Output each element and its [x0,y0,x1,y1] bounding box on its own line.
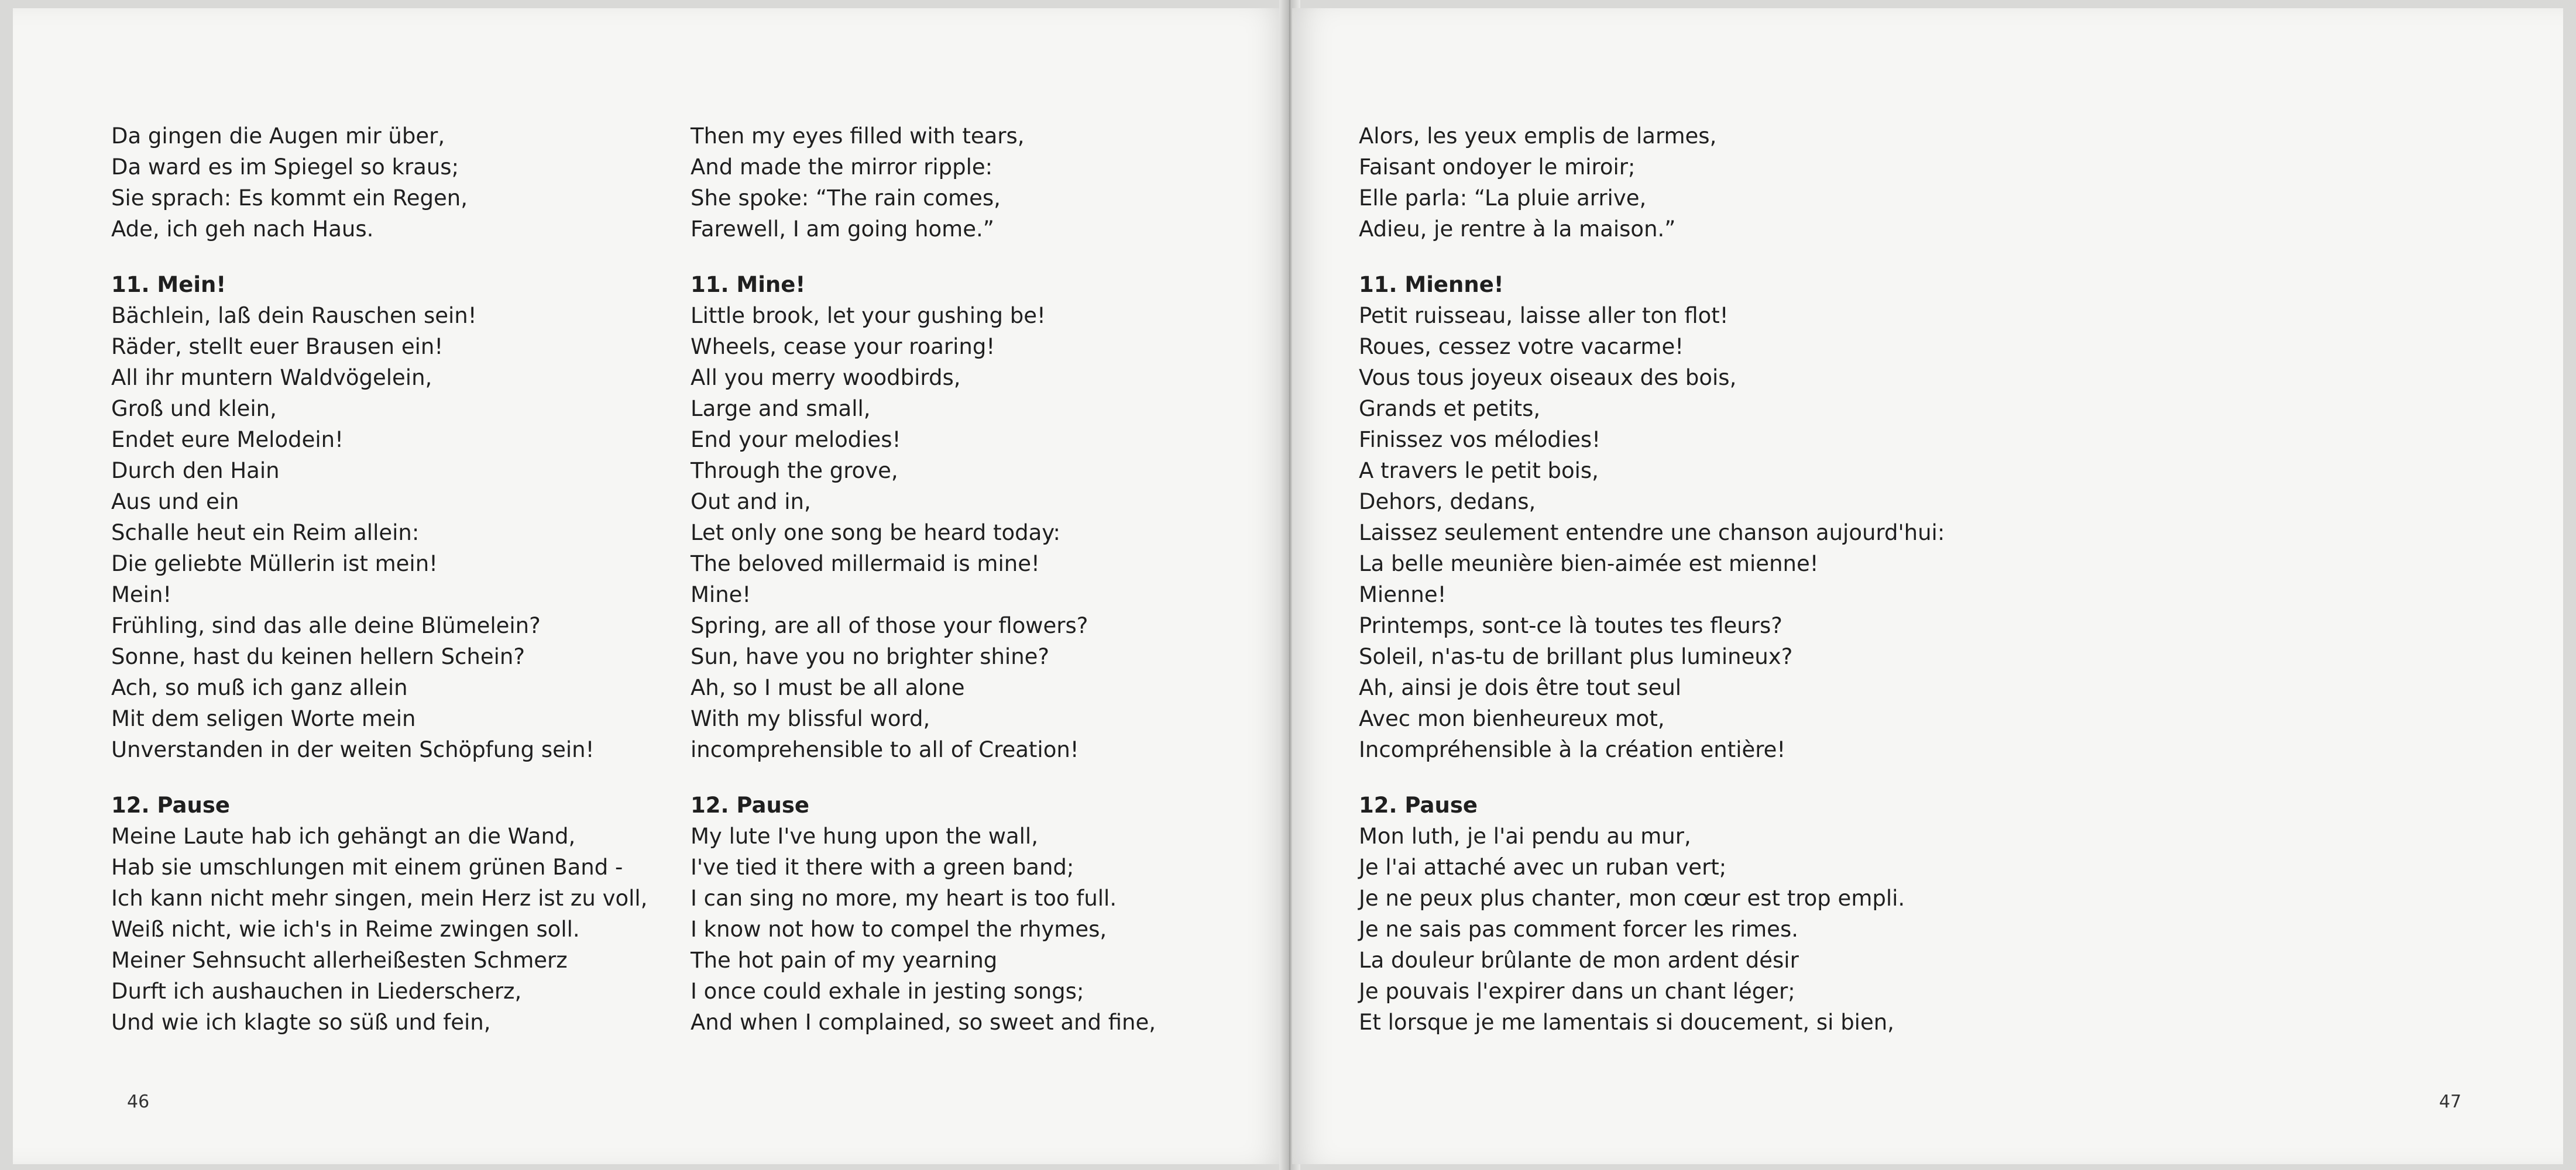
poem-line: Et lorsque je me lamentais si doucement, si bien, [1359,1010,1894,1035]
poem-line: Farewell, I am going home.” [691,216,994,242]
page-left [13,8,1287,1164]
poem-line: Bächlein, laß dein Rauschen sein! [111,303,477,328]
poem-line: Mit dem seligen Worte mein [111,706,416,731]
poem-line: I once could exhale in jesting songs; [691,979,1084,1004]
poem-line: Roues, cessez votre vacarme! [1359,334,1684,359]
poem-line: Wheels, cease your roaring! [691,334,995,359]
page-number-right: 47 [2439,1092,2462,1112]
poem-line: I've tied it there with a green band; [691,855,1074,880]
poem-line: Then my eyes filled with tears, [691,123,1025,149]
poem-line: Through the grove, [691,458,898,483]
french-section-12-title: 12. Pause [1359,793,1478,818]
poem-line: Mon luth, je l'ai pendu au mur, [1359,824,1691,849]
poem-line: End your melodies! [691,427,901,452]
english-intro [691,121,1156,245]
poem-line: Frühling, sind das alle deine Blümelein? [111,613,541,638]
poem-line: Let only one song be heard today: [691,520,1060,545]
poem-line: Out and in, [691,489,811,514]
poem-line: Little brook, let your gushing be! [691,303,1046,328]
french-section-11-title: 11. Mienne! [1359,272,1504,297]
poem-line: Sie sprach: Es kommt ein Regen, [111,185,468,211]
german-section-11 [111,300,647,765]
english-section-11 [691,300,1156,765]
poem-line: Hab sie umschlungen mit einem grünen Band - [111,855,623,880]
english-section-11-title: 11. Mine! [691,272,806,297]
page-number-left: 46 [127,1092,150,1112]
poem-line: I know not how to compel the rhymes, [691,917,1107,942]
french-intro [1359,121,1945,245]
german-section-12-title: 12. Pause [111,793,230,818]
poem-line: All you merry woodbirds, [691,365,961,390]
poem-line: Ah, ainsi je dois être tout seul [1359,675,1682,700]
poem-line: The hot pain of my yearning [691,948,998,973]
poem-line: La douleur brûlante de mon ardent désir [1359,948,1799,973]
german-section-12 [111,821,647,1038]
poem-line: Je pouvais l'expirer dans un chant léger; [1359,979,1795,1004]
poem-line: The beloved millermaid is mine! [691,551,1040,576]
poem-line: Laissez seulement entendre une chanson aujourd'hui: [1359,520,1945,545]
german-intro [111,121,647,245]
poem-line: Ade, ich geh nach Haus. [111,216,374,242]
poem-line: Ah, so I must be all alone [691,675,965,700]
poem-line: Avec mon bienheureux mot, [1359,706,1665,731]
poem-line: Und wie ich klagte so süß und fein, [111,1010,491,1035]
poem-line: Durch den Hain [111,458,280,483]
german-column [111,121,647,1038]
poem-line: Meiner Sehnsucht allerheißesten Schmerz [111,948,568,973]
poem-line: And made the mirror ripple: [691,154,993,180]
poem-line: Faisant ondoyer le miroir; [1359,154,1636,180]
poem-line: Mine! [691,582,751,607]
poem-line: With my blissful word, [691,706,930,731]
poem-line: Da ward es im Spiegel so kraus; [111,154,459,180]
poem-line: Finissez vos mélodies! [1359,427,1601,452]
poem-line: Mienne! [1359,582,1447,607]
german-section-11-title: 11. Mein! [111,272,226,297]
poem-line: I can sing no more, my heart is too full. [691,886,1117,911]
french-section-12 [1359,821,1945,1038]
poem-line: All ihr muntern Waldvögelein, [111,365,432,390]
poem-line: Ach, so muß ich ganz allein [111,675,408,700]
poem-line: Unverstanden in der weiten Schöpfung sein! [111,737,595,762]
poem-line: Da gingen die Augen mir über, [111,123,445,149]
poem-line: Adieu, je rentre à la maison.” [1359,216,1676,242]
poem-line: Je ne sais pas comment forcer les rimes. [1359,917,1798,942]
poem-line: Je l'ai attaché avec un ruban vert; [1359,855,1727,880]
french-section-11 [1359,300,1945,765]
english-section-12-title: 12. Pause [691,793,809,818]
poem-line: Grands et petits, [1359,396,1541,421]
poem-line: Mein! [111,582,172,607]
poem-line: Schalle heut ein Reim allein: [111,520,420,545]
poem-line: Endet eure Melodein! [111,427,344,452]
poem-line: Printemps, sont-ce là toutes tes fleurs? [1359,613,1782,638]
poem-line: Weiß nicht, wie ich's in Reime zwingen soll. [111,917,580,942]
poem-line: Soleil, n'as-tu de brillant plus lumineux? [1359,644,1793,669]
poem-line: Groß und klein, [111,396,277,421]
poem-line: Sonne, hast du keinen hellern Schein? [111,644,525,669]
poem-line: Large and small, [691,396,871,421]
poem-line: Durft ich aushauchen in Liederscherz, [111,979,522,1004]
french-column [1359,121,1945,1038]
page-right [1292,8,2563,1164]
poem-line: Incompréhensible à la création entière! [1359,737,1786,762]
poem-line: Vous tous joyeux oiseaux des bois, [1359,365,1737,390]
poem-line: Alors, les yeux emplis de larmes, [1359,123,1717,149]
poem-line: La belle meunière bien-aimée est mienne! [1359,551,1819,576]
poem-line: Meine Laute hab ich gehängt an die Wand, [111,824,576,849]
poem-line: And when I complained, so sweet and fine, [691,1010,1156,1035]
poem-line: My lute I've hung upon the wall, [691,824,1038,849]
poem-line: Petit ruisseau, laisse aller ton flot! [1359,303,1729,328]
poem-line: She spoke: “The rain comes, [691,185,1001,211]
poem-line: Ich kann nicht mehr singen, mein Herz ist zu voll, [111,886,648,911]
poem-line: Dehors, dedans, [1359,489,1536,514]
poem-line: Je ne peux plus chanter, mon cœur est trop empli. [1359,886,1905,911]
english-section-12 [691,821,1156,1038]
poem-line: Sun, have you no brighter shine? [691,644,1050,669]
poem-line: incomprehensible to all of Creation! [691,737,1079,762]
poem-line: Elle parla: “La pluie arrive, [1359,185,1647,211]
poem-line: Aus und ein [111,489,239,514]
poem-line: Spring, are all of those your flowers? [691,613,1088,638]
poem-line: Räder, stellt euer Brausen ein! [111,334,444,359]
english-column [691,121,1156,1038]
poem-line: Die geliebte Müllerin ist mein! [111,551,438,576]
poem-line: A travers le petit bois, [1359,458,1599,483]
